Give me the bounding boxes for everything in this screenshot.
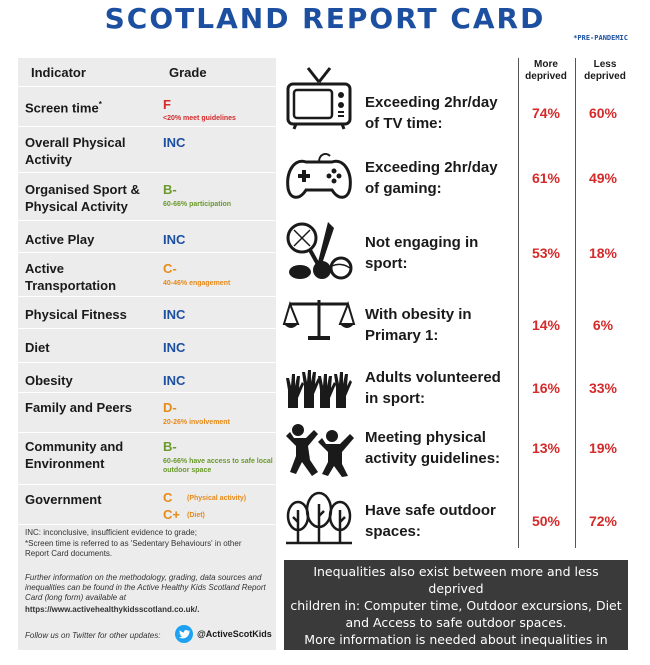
grades-panel <box>18 58 276 650</box>
indicator-grade: INC <box>163 340 186 355</box>
grade-note: 60-66% participation <box>163 201 232 208</box>
indicator-row <box>18 252 276 296</box>
more-deprived-value: 13% <box>531 440 561 456</box>
statement-line-2: sport: <box>365 255 408 272</box>
indicator-name: Physical Fitness <box>25 307 127 322</box>
statement-line-1: Not engaging in <box>365 234 479 251</box>
statement-line-1: Adults volunteered <box>365 369 501 386</box>
statement-text <box>365 367 501 409</box>
indicator-row <box>18 86 276 126</box>
grade-header: Grade <box>169 65 207 80</box>
less-deprived-value: 60% <box>588 105 618 121</box>
statement-line-2: of TV time: <box>365 115 443 132</box>
indicator-row <box>18 126 276 172</box>
trees-icon <box>284 490 354 551</box>
indicator-name: Obesity <box>25 373 73 388</box>
sports-equipment-icon <box>284 218 354 289</box>
statement-line-1: Meeting physical <box>365 429 486 446</box>
indicator-grade-secondary: C+ <box>163 507 180 522</box>
statement-line-2: Primary 1: <box>365 327 439 344</box>
report-url-link[interactable]: https://www.activehealthykidsscotland.co.uk/. <box>25 605 200 614</box>
twitter-text: Follow us on Twitter for other updates: <box>25 631 161 640</box>
indicator-row <box>18 392 276 432</box>
statement-line-2: in sport: <box>365 390 425 407</box>
indicator-grade: C- <box>163 261 177 276</box>
divider <box>18 524 276 525</box>
indicator-grade: B- <box>163 439 177 454</box>
indicator-grade: D- <box>163 400 177 415</box>
column-divider-left <box>518 58 519 548</box>
indicator-row <box>18 328 276 362</box>
statement-line-1: With obesity in <box>365 306 472 323</box>
indicator-row <box>18 484 276 524</box>
note-line: More information is needed about inequalities in <box>304 632 608 647</box>
more-deprived-value: 53% <box>531 245 561 261</box>
note-line: children in: Computer time, Outdoor excursions, Diet <box>290 598 622 613</box>
grade-note: 20-26% involvement <box>163 419 230 426</box>
indicator-name: Diet <box>25 340 50 355</box>
less-deprived-value: 6% <box>592 317 614 333</box>
footnote-screen-time: *Screen time is referred to as 'Sedentary Behaviours' in other Report Card documents. <box>25 539 242 558</box>
indicator-grade: C <box>163 490 173 505</box>
indicator-row <box>18 172 276 220</box>
indicator-name: Active Play <box>25 232 95 247</box>
indicator-row <box>18 296 276 328</box>
less-deprived-value: 19% <box>588 440 618 456</box>
grade-note: 40-46% engagement <box>163 280 231 287</box>
indicator-grade: INC <box>163 232 186 247</box>
footnote-inc: INC: inconclusive, insufficient evidence to grade; <box>25 528 197 537</box>
grade-note-secondary: (Diet) <box>187 512 205 519</box>
pre-pandemic-note: *PRE-PANDEMIC <box>573 34 628 42</box>
statement-line-2: of gaming: <box>365 180 442 197</box>
gamepad-icon <box>284 150 354 207</box>
indicator-grade: INC <box>163 307 186 322</box>
jumping-kids-icon <box>284 422 354 483</box>
column-divider-middle <box>575 58 576 548</box>
note-line: and Access to safe outdoor spaces. <box>345 615 567 630</box>
page-title: SCOTLAND REPORT CARD <box>104 2 546 35</box>
raised-hands-icon <box>284 368 354 413</box>
indicator-header: Indicator <box>31 65 86 80</box>
scales-icon <box>284 296 354 347</box>
statement-line-2: spaces: <box>365 523 421 540</box>
indicator-name: Screen time* <box>25 100 102 116</box>
statement-line-1: Exceeding 2hr/day <box>365 159 498 176</box>
indicator-grade: F <box>163 97 171 112</box>
indicator-row <box>18 220 276 252</box>
more-deprived-value: 50% <box>531 513 561 529</box>
statement-text <box>365 304 472 346</box>
indicator-name: Family and Peers <box>25 400 132 415</box>
statement-line-1: Have safe outdoor <box>365 502 496 519</box>
statement-text <box>365 232 478 274</box>
more-deprived-value: 61% <box>531 170 561 186</box>
statement-line-1: Exceeding 2hr/day <box>365 94 498 111</box>
indicator-name: Active Transportation <box>25 261 117 293</box>
indicator-grade: INC <box>163 373 186 388</box>
indicator-name: Government <box>25 492 102 507</box>
tv-icon <box>284 66 354 135</box>
more-deprived-header: More deprived <box>525 59 567 82</box>
indicator-grade: B- <box>163 182 177 197</box>
indicator-name: Organised Sport & Physical Activity <box>25 182 140 214</box>
further-info: Further information on the methodology, grading, data sources and inequalities can be found in the Active Healthy Kids Scotland Report Card (long form) available at <box>25 573 266 602</box>
less-deprived-value: 33% <box>588 380 618 396</box>
indicator-row <box>18 432 276 484</box>
grade-note: (Physical activity) <box>187 495 247 502</box>
inequalities-note-box <box>284 560 628 664</box>
statement-line-2: activity guidelines: <box>365 450 501 467</box>
statement-text <box>365 157 498 199</box>
note-line: Inequalities also exist between more and less deprived <box>313 564 599 596</box>
less-deprived-value: 72% <box>588 513 618 529</box>
statement-text <box>365 500 496 542</box>
more-deprived-value: 74% <box>531 105 561 121</box>
statement-text <box>365 92 498 134</box>
less-deprived-header: Less deprived <box>584 59 626 82</box>
grade-note: 60-66% have access to safe local outdoor space <box>163 458 273 474</box>
more-deprived-value: 16% <box>531 380 561 396</box>
more-deprived-value: 14% <box>531 317 561 333</box>
grade-note: <20% meet guidelines <box>163 115 236 122</box>
note-line: Active Play and Fitness. <box>382 649 530 664</box>
indicator-name: Overall Physical Activity <box>25 135 126 167</box>
less-deprived-value: 49% <box>588 170 618 186</box>
twitter-handle[interactable]: @ActiveScotKids <box>197 629 272 639</box>
indicator-row <box>18 362 276 392</box>
indicator-grade: INC <box>163 135 186 150</box>
less-deprived-value: 18% <box>588 245 618 261</box>
statement-text <box>365 427 500 469</box>
indicator-name: Community and Environment <box>25 439 124 471</box>
twitter-icon[interactable] <box>175 625 193 643</box>
